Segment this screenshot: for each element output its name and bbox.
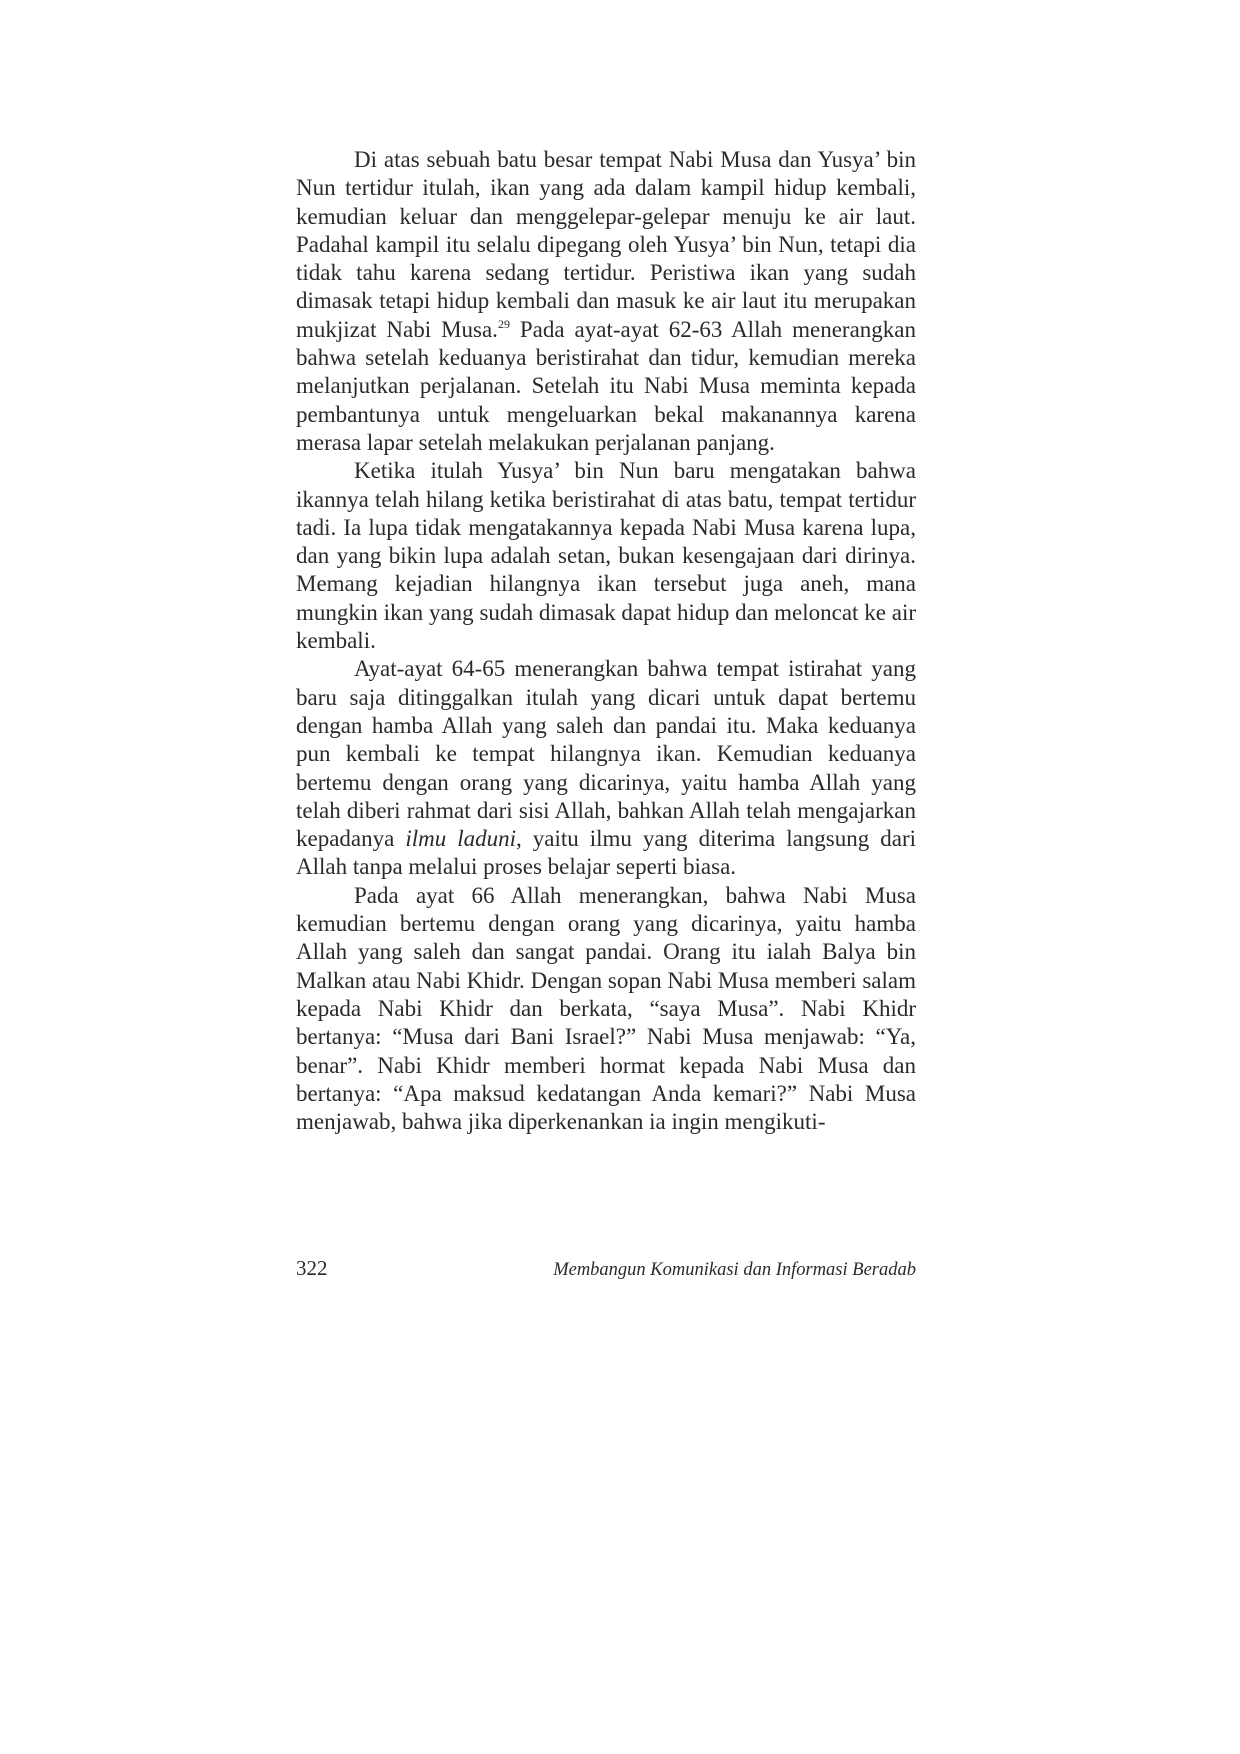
paragraph-1-text-cont: Pada ayat-ayat 62-63 Allah menerangkan bahwa setelah keduanya beristirahat dan tidur, kemudian mereka melanjutkan perjalanan. Setelah itu Nabi Musa meminta kepada pembantunya untuk mengeluarkan bekal makanannya karena merasa lapar setelah melakukan perjalanan panjang. (296, 316, 917, 455)
page-body (296, 146, 916, 1136)
running-title: Membangun Komunikasi dan Informasi Beradab (553, 1260, 916, 1280)
paragraph-3-text-cont: , yaitu ilmu yang diterima langsung dari Allah tanpa melalui proses belajar seperti biasa. (296, 826, 917, 880)
paragraph-3-text: Ayat-ayat 64-65 menerangkan bahwa tempat istirahat yang baru saja ditinggalkan itulah yang dicari untuk dapat bertemu dengan hamba Allah yang saleh dan pandai itu. Maka keduanya pun kembali ke tempat hilangnya ikan. Kemudian keduanya bertemu dengan orang yang dicarinya, yaitu hamba Allah yang telah diberi rahmat dari sisi Allah, bahkan Allah telah mengajarkan kepadanya (296, 656, 916, 852)
paragraph-1 (296, 146, 916, 457)
page-number: 322 (296, 1256, 328, 1280)
italic-term: ilmu laduni (405, 826, 516, 852)
paragraph-2: Ketika itulah Yusya’ bin Nun baru mengatakan bahwa ikannya telah hilang ketika beristirahat di atas batu, tempat tertidur tadi. Ia lupa tidak mengatakannya kepada Nabi Musa karena lupa, dan yang bikin lupa adalah setan, bukan kesengajaan dari dirinya. Memang kejadian hilangnya ikan tersebut juga aneh, mana mungkin ikan yang sudah dimasak dapat hidup dan meloncat ke air kembali. (296, 458, 916, 654)
paragraph-1-text: Di atas sebuah batu besar tempat Nabi Musa dan Yusya’ bin Nun tertidur itulah, ikan yang ada dalam kampil hidup kembali, kemudian keluar dan menggelepar-gelepar menuju ke air laut. Padahal kampil itu selalu dipegang oleh Yusya’ bin Nun, tetapi dia tidak tahu karena sedang tertidur. Peristiwa ikan yang sudah dimasak tetapi hidup kembali dan masuk ke air laut itu merupakan mukjizat Nabi Musa. (296, 147, 916, 342)
paragraph-4: Pada ayat 66 Allah menerangkan, bahwa Nabi Musa kemudian bertemu dengan orang yang dicarinya, yaitu hamba Allah yang saleh dan sangat pandai. Orang itu ialah Balya bin Malkan atau Nabi Khidr. Dengan sopan Nabi Musa memberi salam kepada Nabi Khidr dan berkata, “saya Musa”. Nabi Khidr bertanya: “Musa dari Bani Israel?” Nabi Musa menjawab: “Ya, benar”. Nabi Khidr memberi hormat kepada Nabi Musa dan bertanya: “Apa maksud kedatangan Anda kemari?” Nabi Musa menjawab, bahwa jika diperkenankan ia ingin mengikuti- (296, 882, 916, 1135)
page-footer (296, 1256, 916, 1281)
paragraph-3 (296, 655, 916, 881)
footnote-marker[interactable]: 29 (497, 316, 510, 331)
